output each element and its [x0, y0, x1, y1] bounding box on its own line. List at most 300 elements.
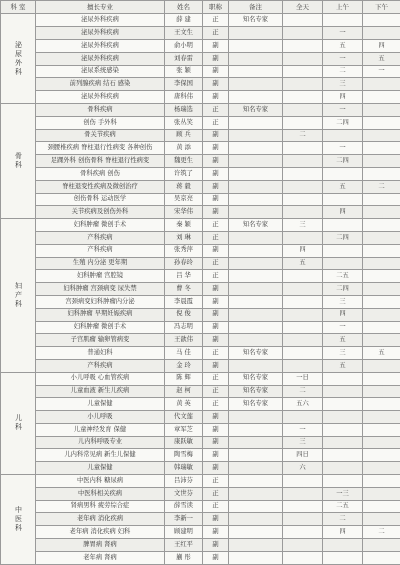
specialty-cell: 前列腺疾病 结石 感染 [36, 78, 165, 91]
specialty-cell: 泌尿外科疾病 [36, 91, 165, 104]
afternoon-cell [363, 513, 400, 526]
afternoon-cell [363, 423, 400, 436]
table-row [1, 398, 400, 411]
department-cell: 骨科 [1, 103, 36, 218]
specialty-cell: 妇科肿瘤 宫腔镜 [36, 270, 165, 283]
table-row [1, 142, 400, 155]
morning-cell [323, 129, 363, 142]
department-cell: 中医科 [1, 475, 36, 565]
morning-cell: 一 [323, 103, 363, 116]
specialty-cell: 儿童血液 新生儿疾病 [36, 385, 165, 398]
table-row [1, 475, 400, 488]
full-day-cell [283, 180, 323, 193]
title-cell: 副 [203, 334, 229, 347]
header-name: 姓名 [165, 1, 203, 14]
title-cell: 副 [203, 539, 229, 552]
afternoon-cell [363, 449, 400, 462]
doctor-name-cell: 魏更生 [165, 155, 203, 168]
morning-cell: 四 [323, 526, 363, 539]
doctor-name-cell: 倪 俊 [165, 308, 203, 321]
afternoon-cell [363, 206, 400, 219]
specialty-cell: 泌尿系统感染 [36, 65, 165, 78]
afternoon-cell [363, 155, 400, 168]
afternoon-cell [363, 193, 400, 206]
full-day-cell: 五 [283, 257, 323, 270]
full-day-cell [283, 487, 323, 500]
full-day-cell: 六 [283, 462, 323, 475]
afternoon-cell [363, 321, 400, 334]
specialty-cell: 关节疾病及创伤外科 [36, 206, 165, 219]
remark-cell [229, 270, 283, 283]
remark-cell [229, 91, 283, 104]
full-day-cell: 二 [283, 385, 323, 398]
specialty-cell: 老年病 消化疾病 [36, 513, 165, 526]
table-row [1, 295, 400, 308]
morning-cell: 一三 [323, 487, 363, 500]
doctor-name-cell: 王文生 [165, 27, 203, 40]
remark-cell [229, 257, 283, 270]
afternoon-cell [363, 116, 400, 129]
doctor-name-cell: 曹 冬 [165, 283, 203, 296]
morning-cell: 二四 [323, 116, 363, 129]
table-row [1, 14, 400, 27]
afternoon-cell: 一 [363, 65, 400, 78]
morning-cell: 二 [323, 65, 363, 78]
title-cell: 副 [203, 155, 229, 168]
doctor-name-cell: 唐科伟 [165, 91, 203, 104]
department-cell: 泌尿外科 [1, 14, 36, 104]
header-afternoon: 下午 [363, 1, 400, 14]
full-day-cell [283, 526, 323, 539]
specialty-cell: 子宫肌瘤 输卵管病变 [36, 334, 165, 347]
title-cell: 正 [203, 475, 229, 488]
afternoon-cell: 五 [363, 347, 400, 360]
title-cell: 副 [203, 78, 229, 91]
table-row [1, 308, 400, 321]
doctor-name-cell: 刘 琳 [165, 231, 203, 244]
header-full-day: 全天 [283, 1, 323, 14]
header-title: 职称 [203, 1, 229, 14]
department-cell: 儿科 [1, 372, 36, 474]
full-day-cell [283, 283, 323, 296]
specialty-cell: 创伤骨科 运动医学 [36, 193, 165, 206]
remark-cell [229, 116, 283, 129]
remark-cell [229, 334, 283, 347]
morning-cell: 一 [323, 52, 363, 65]
morning-cell [323, 219, 363, 232]
title-cell: 副 [203, 283, 229, 296]
specialty-cell: 儿童保健 [36, 462, 165, 475]
remark-cell [229, 500, 283, 513]
morning-cell [323, 398, 363, 411]
remark-cell [229, 539, 283, 552]
afternoon-cell [363, 385, 400, 398]
table-row [1, 91, 400, 104]
afternoon-cell: 二 [363, 180, 400, 193]
doctor-name-cell: 王歆伟 [165, 334, 203, 347]
remark-cell [229, 231, 283, 244]
specialty-cell: 产科疾病 [36, 244, 165, 257]
table-row [1, 244, 400, 257]
full-day-cell [283, 270, 323, 283]
specialty-cell: 老年病 消化疾病 妇科 [36, 526, 165, 539]
table-row [1, 257, 400, 270]
specialty-cell: 泌尿外科疾病 [36, 39, 165, 52]
title-cell: 正 [203, 27, 229, 40]
doctor-name-cell: 冯志明 [165, 321, 203, 334]
full-day-cell [283, 142, 323, 155]
specialty-cell: 产科疾病 [36, 359, 165, 372]
afternoon-cell [363, 167, 400, 180]
remark-cell [229, 65, 283, 78]
full-day-cell: 二 [283, 129, 323, 142]
morning-cell [323, 411, 363, 424]
morning-cell [323, 385, 363, 398]
table-row [1, 129, 400, 142]
afternoon-cell [363, 27, 400, 40]
afternoon-cell [363, 231, 400, 244]
full-day-cell [283, 475, 323, 488]
full-day-cell [283, 116, 323, 129]
table-row [1, 270, 400, 283]
specialty-cell: 老年病 肾病 [36, 551, 165, 564]
full-day-cell [283, 359, 323, 372]
table-row [1, 321, 400, 334]
title-cell: 副 [203, 193, 229, 206]
remark-cell [229, 283, 283, 296]
full-day-cell: 三 [283, 219, 323, 232]
specialty-cell: 颈腰椎疾病 脊柱退行性病变 各种创伤 [36, 142, 165, 155]
remark-cell [229, 487, 283, 500]
afternoon-cell [363, 78, 400, 91]
title-cell: 副 [203, 513, 229, 526]
doctor-name-cell: 王红平 [165, 539, 203, 552]
title-cell: 副 [203, 167, 229, 180]
morning-cell: 五 [323, 359, 363, 372]
remark-cell: 知名专家 [229, 14, 283, 27]
specialty-cell: 骨科疾病 创伤 [36, 167, 165, 180]
title-cell: 副 [203, 308, 229, 321]
remark-cell [229, 27, 283, 40]
morning-cell: 一 [323, 321, 363, 334]
doctor-name-cell: 李晨霞 [165, 295, 203, 308]
title-cell: 正 [203, 347, 229, 360]
title-cell: 正 [203, 487, 229, 500]
title-cell: 副 [203, 39, 229, 52]
afternoon-cell [363, 475, 400, 488]
morning-cell [323, 449, 363, 462]
afternoon-cell [363, 334, 400, 347]
full-day-cell [283, 321, 323, 334]
specialty-cell: 妇科肿瘤 微创手术 [36, 321, 165, 334]
afternoon-cell [363, 500, 400, 513]
table-row [1, 180, 400, 193]
specialty-cell: 中医科相关疾病 [36, 487, 165, 500]
remark-cell [229, 193, 283, 206]
afternoon-cell [363, 359, 400, 372]
morning-cell [323, 167, 363, 180]
morning-cell: 二四 [323, 283, 363, 296]
doctor-name-cell: 吴京亮 [165, 193, 203, 206]
table-row [1, 347, 400, 360]
table-row [1, 526, 400, 539]
full-day-cell: 四日 [283, 449, 323, 462]
afternoon-cell: 四 [363, 39, 400, 52]
remark-cell [229, 359, 283, 372]
title-cell: 副 [203, 244, 229, 257]
remark-cell [229, 321, 283, 334]
specialty-cell: 儿童神经发育 保健 [36, 423, 165, 436]
morning-cell: 一 [323, 142, 363, 155]
remark-cell [229, 167, 283, 180]
specialty-cell: 儿内科常见病 新生儿保健 [36, 449, 165, 462]
morning-cell: 四 [323, 91, 363, 104]
doctor-name-cell: 张丛笑 [165, 116, 203, 129]
remark-cell [229, 462, 283, 475]
morning-cell: 二四 [323, 231, 363, 244]
doctor-name-cell: 张秀萍 [165, 244, 203, 257]
full-day-cell: 三 [283, 436, 323, 449]
table-row [1, 193, 400, 206]
table-row [1, 65, 400, 78]
table-row [1, 219, 400, 232]
table-row [1, 462, 400, 475]
doctor-name-cell: 李保国 [165, 78, 203, 91]
doctor-name-cell: 宋华伟 [165, 206, 203, 219]
doctor-name-cell: 俞小明 [165, 39, 203, 52]
doctor-name-cell: 陶雪梅 [165, 449, 203, 462]
full-day-cell [283, 91, 323, 104]
table-row [1, 283, 400, 296]
specialty-cell: 小儿呼吸 [36, 411, 165, 424]
doctor-name-cell: 金 玲 [165, 359, 203, 372]
doctor-name-cell: 吕 华 [165, 270, 203, 283]
specialty-cell: 妇科肿瘤 早期妊娠疾病 [36, 308, 165, 321]
morning-cell [323, 475, 363, 488]
doctor-name-cell: 蒋 毅 [165, 180, 203, 193]
specialty-cell: 泌尿外科疾病 [36, 27, 165, 40]
remark-cell [229, 475, 283, 488]
morning-cell [323, 193, 363, 206]
header-department: 科 室 [1, 1, 36, 14]
remark-cell: 知名专家 [229, 385, 283, 398]
specialty-cell: 生殖 内分泌 更年期 [36, 257, 165, 270]
afternoon-cell [363, 129, 400, 142]
full-day-cell [283, 308, 323, 321]
full-day-cell: 四 [283, 244, 323, 257]
title-cell: 正 [203, 103, 229, 116]
table-row [1, 487, 400, 500]
title-cell: 正 [203, 219, 229, 232]
afternoon-cell [363, 539, 400, 552]
title-cell: 正 [203, 385, 229, 398]
doctor-name-cell: 孙春玲 [165, 257, 203, 270]
title-cell: 正 [203, 270, 229, 283]
full-day-cell [283, 167, 323, 180]
morning-cell: 二五 [323, 270, 363, 283]
remark-cell [229, 551, 283, 564]
morning-cell: 三 [323, 78, 363, 91]
specialty-cell: 泌尿外科疾病 [36, 52, 165, 65]
table-row [1, 334, 400, 347]
doctor-name-cell: 杨瑞选 [165, 103, 203, 116]
specialty-cell: 骨关节疾病 [36, 129, 165, 142]
doctor-name-cell: 赵 柯 [165, 385, 203, 398]
afternoon-cell [363, 372, 400, 385]
doctor-name-cell: 顾建明 [165, 526, 203, 539]
full-day-cell [283, 14, 323, 27]
doctor-name-cell: 顾 兵 [165, 129, 203, 142]
table-row [1, 423, 400, 436]
title-cell: 副 [203, 423, 229, 436]
afternoon-cell [363, 257, 400, 270]
title-cell: 副 [203, 65, 229, 78]
title-cell: 正 [203, 372, 229, 385]
title-cell: 副 [203, 206, 229, 219]
title-cell: 副 [203, 295, 229, 308]
doctor-name-cell: 康跃敏 [165, 436, 203, 449]
doctor-name-cell: 蒯 彤 [165, 551, 203, 564]
table-row [1, 103, 400, 116]
afternoon-cell [363, 103, 400, 116]
title-cell: 副 [203, 462, 229, 475]
afternoon-cell: 五 [363, 52, 400, 65]
specialty-cell: 妇科肿瘤 微创手术 [36, 219, 165, 232]
table-row [1, 206, 400, 219]
remark-cell: 知名专家 [229, 398, 283, 411]
morning-cell [323, 244, 363, 257]
remark-cell [229, 39, 283, 52]
afternoon-cell [363, 398, 400, 411]
morning-cell [323, 462, 363, 475]
title-cell: 副 [203, 142, 229, 155]
doctor-name-cell: 文世芬 [165, 487, 203, 500]
header-remark: 备注 [229, 1, 283, 14]
full-day-cell [283, 295, 323, 308]
title-cell: 副 [203, 526, 229, 539]
morning-cell: 五 [323, 334, 363, 347]
full-day-cell [283, 103, 323, 116]
title-cell: 副 [203, 359, 229, 372]
full-day-cell: 五六 [283, 398, 323, 411]
specialty-cell: 普通妇科 [36, 347, 165, 360]
remark-cell [229, 308, 283, 321]
header-specialty: 擅长专业 [36, 1, 165, 14]
full-day-cell: 一 [283, 423, 323, 436]
doctor-name-cell: 刘春雷 [165, 52, 203, 65]
specialty-cell: 产科疾病 [36, 231, 165, 244]
full-day-cell [283, 78, 323, 91]
title-cell: 副 [203, 411, 229, 424]
doctor-name-cell: 章军芝 [165, 423, 203, 436]
table-row [1, 52, 400, 65]
morning-cell: 五 [323, 39, 363, 52]
doctor-name-cell: 秦 颖 [165, 219, 203, 232]
afternoon-cell [363, 411, 400, 424]
title-cell: 副 [203, 52, 229, 65]
specialty-cell: 中医内科 糖尿病 [36, 475, 165, 488]
remark-cell: 知名专家 [229, 219, 283, 232]
full-day-cell [283, 539, 323, 552]
full-day-cell [283, 500, 323, 513]
title-cell: 正 [203, 14, 229, 27]
title-cell: 副 [203, 180, 229, 193]
doctor-name-cell: 李新一 [165, 513, 203, 526]
remark-cell [229, 78, 283, 91]
afternoon-cell [363, 142, 400, 155]
table-row [1, 513, 400, 526]
table-row [1, 539, 400, 552]
specialty-cell: 脾胃病 肾病 [36, 539, 165, 552]
table-row [1, 78, 400, 91]
table-row [1, 436, 400, 449]
title-cell: 副 [203, 129, 229, 142]
specialty-cell: 儿内科呼吸专业 [36, 436, 165, 449]
table-row [1, 551, 400, 564]
afternoon-cell [363, 219, 400, 232]
morning-cell: 二五 [323, 500, 363, 513]
table-row [1, 500, 400, 513]
afternoon-cell [363, 283, 400, 296]
full-day-cell: 一日 [283, 372, 323, 385]
title-cell: 正 [203, 231, 229, 244]
full-day-cell [283, 513, 323, 526]
table-row [1, 359, 400, 372]
morning-cell [323, 436, 363, 449]
specialty-cell: 创伤 手外科 [36, 116, 165, 129]
full-day-cell [283, 65, 323, 78]
remark-cell [229, 423, 283, 436]
morning-cell: 二 [323, 513, 363, 526]
afternoon-cell [363, 91, 400, 104]
doctor-name-cell: 黄 添 [165, 142, 203, 155]
remark-cell [229, 180, 283, 193]
remark-cell [229, 513, 283, 526]
table-row [1, 116, 400, 129]
remark-cell [229, 295, 283, 308]
remark-cell: 知名专家 [229, 372, 283, 385]
doctor-name-cell: 马 佳 [165, 347, 203, 360]
full-day-cell [283, 155, 323, 168]
specialty-cell: 脊柱退变性疾病及微创治疗 [36, 180, 165, 193]
morning-cell: 四 [323, 308, 363, 321]
remark-cell [229, 52, 283, 65]
title-cell: 副 [203, 91, 229, 104]
morning-cell [323, 539, 363, 552]
afternoon-cell [363, 462, 400, 475]
remark-cell [229, 155, 283, 168]
full-day-cell [283, 411, 323, 424]
afternoon-cell [363, 308, 400, 321]
specialty-cell: 小儿呼吸 心血管疾病 [36, 372, 165, 385]
table-row [1, 385, 400, 398]
full-day-cell [283, 347, 323, 360]
doctor-name-cell: 薛雪读 [165, 500, 203, 513]
table-row [1, 155, 400, 168]
doctor-name-cell: 薛 建 [165, 14, 203, 27]
table-row [1, 27, 400, 40]
morning-cell: 二四 [323, 155, 363, 168]
table-row [1, 449, 400, 462]
afternoon-cell: 二 [363, 526, 400, 539]
title-cell: 正 [203, 500, 229, 513]
remark-cell [229, 436, 283, 449]
afternoon-cell [363, 244, 400, 257]
remark-cell [229, 206, 283, 219]
morning-cell: 三 [323, 347, 363, 360]
table-body [1, 14, 400, 564]
title-cell: 正 [203, 398, 229, 411]
